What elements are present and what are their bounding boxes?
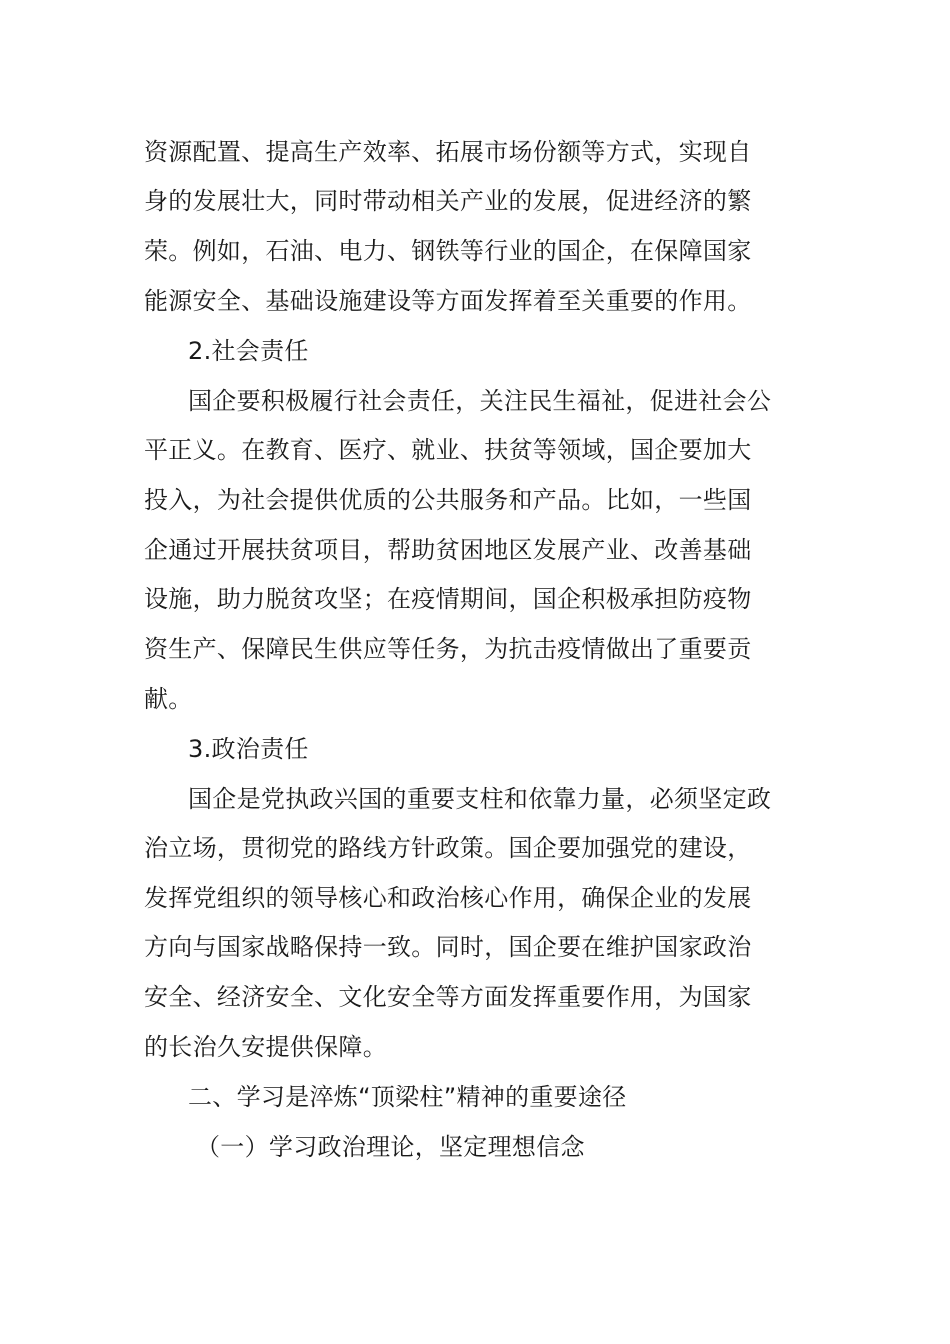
paragraph-line: 能源安全、基础设施建设等方面发挥着至关重要的作用。 [144, 287, 752, 315]
chapter-heading: 二、学习是淬炼“顶梁柱”精神的重要途径 [188, 1083, 627, 1111]
paragraph-line: 方向与国家战略保持一致。同时，国企要在维护国家政治 [144, 933, 752, 961]
section-heading-political-responsibility: 3.政治责任 [188, 735, 309, 763]
paragraph-line: 荣。例如，石油、电力、钢铁等行业的国企，在保障国家 [144, 237, 752, 265]
paragraph-line: 设施，助力脱贫攻坚；在疫情期间，国企积极承担防疫物 [144, 585, 752, 613]
paragraph-line: 国企是党执政兴国的重要支柱和依靠力量，必须坚定政 [188, 785, 772, 813]
paragraph-line: 安全、经济安全、文化安全等方面发挥重要作用，为国家 [144, 983, 752, 1011]
subsection-heading: （一）学习政治理论，坚定理想信念 [196, 1133, 585, 1161]
paragraph-line: 献。 [144, 685, 193, 713]
paragraph-line: 身的发展壮大，同时带动相关产业的发展，促进经济的繁 [144, 187, 752, 215]
paragraph-line: 资生产、保障民生供应等任务，为抗击疫情做出了重要贡 [144, 635, 752, 663]
section-heading-social-responsibility: 2.社会责任 [188, 337, 309, 365]
paragraph-line: 国企要积极履行社会责任，关注民生福祉，促进社会公 [188, 387, 772, 415]
paragraph-line: 企通过开展扶贫项目，帮助贫困地区发展产业、改善基础 [144, 536, 752, 564]
paragraph-line: 的长治久安提供保障。 [144, 1033, 387, 1061]
paragraph-line: 平正义。在教育、医疗、就业、扶贫等领域，国企要加大 [144, 436, 752, 464]
paragraph-line: 资源配置、提高生产效率、拓展市场份额等方式，实现自 [144, 138, 752, 166]
paragraph-line: 治立场，贯彻党的路线方针政策。国企要加强党的建设， [144, 834, 752, 862]
paragraph-line: 投入，为社会提供优质的公共服务和产品。比如，一些国 [144, 486, 752, 514]
paragraph-line: 发挥党组织的领导核心和政治核心作用，确保企业的发展 [144, 884, 752, 912]
